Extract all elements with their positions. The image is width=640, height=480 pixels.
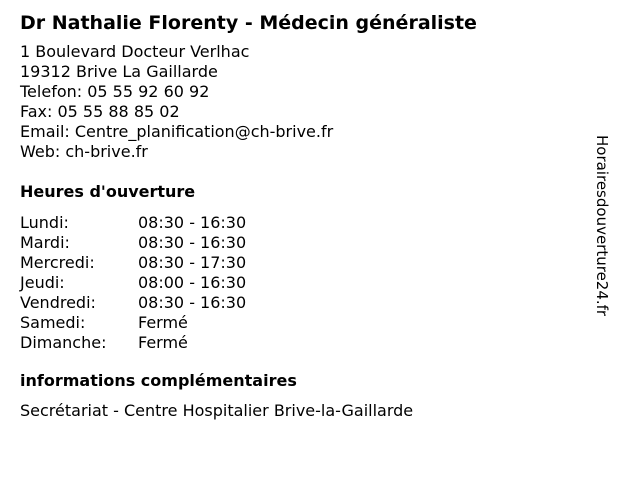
email-address: Email: Centre_planification@ch-brive.fr <box>20 122 334 141</box>
day-label: Mardi: <box>20 233 70 252</box>
day-label: Lundi: <box>20 213 69 232</box>
page-title: Dr Nathalie Florenty - Médecin généraliste <box>20 12 477 34</box>
hours-row-friday <box>20 293 600 313</box>
time-range: 08:30 - 16:30 <box>138 233 247 252</box>
additional-info-heading: informations complémentaires <box>20 371 297 390</box>
address-city: 19312 Brive La Gaillarde <box>20 62 218 81</box>
time-range: 08:00 - 16:30 <box>138 273 247 292</box>
additional-info-text: Secrétariat - Centre Hospitalier Brive-la-Gaillarde <box>20 401 414 420</box>
day-label: Dimanche: <box>20 333 107 352</box>
time-range: 08:30 - 16:30 <box>138 293 247 312</box>
time-range: Fermé <box>138 333 188 352</box>
hours-row-wednesday <box>20 253 600 273</box>
listing-content <box>20 10 600 421</box>
time-range: 08:30 - 17:30 <box>138 253 247 272</box>
website: Web: ch-brive.fr <box>20 142 148 161</box>
fax-number: Fax: 05 55 88 85 02 <box>20 102 180 121</box>
day-label: Samedi: <box>20 313 86 332</box>
opening-hours-heading: Heures d'ouverture <box>20 182 196 201</box>
phone-number: Telefon: 05 55 92 60 92 <box>20 82 210 101</box>
hours-row-tuesday <box>20 233 600 253</box>
address-street: 1 Boulevard Docteur Verlhac <box>20 42 250 61</box>
day-label: Vendredi: <box>20 293 96 312</box>
time-range: 08:30 - 16:30 <box>138 213 247 232</box>
hours-row-thursday <box>20 273 600 293</box>
site-watermark: Horairesdouverture24.fr <box>593 135 611 317</box>
opening-hours-table <box>20 213 600 353</box>
hours-row-sunday <box>20 333 600 353</box>
time-range: Fermé <box>138 313 188 332</box>
day-label: Jeudi: <box>20 273 65 292</box>
contact-block <box>20 42 600 162</box>
hours-row-saturday <box>20 313 600 333</box>
hours-row-monday <box>20 213 600 233</box>
day-label: Mercredi: <box>20 253 95 272</box>
